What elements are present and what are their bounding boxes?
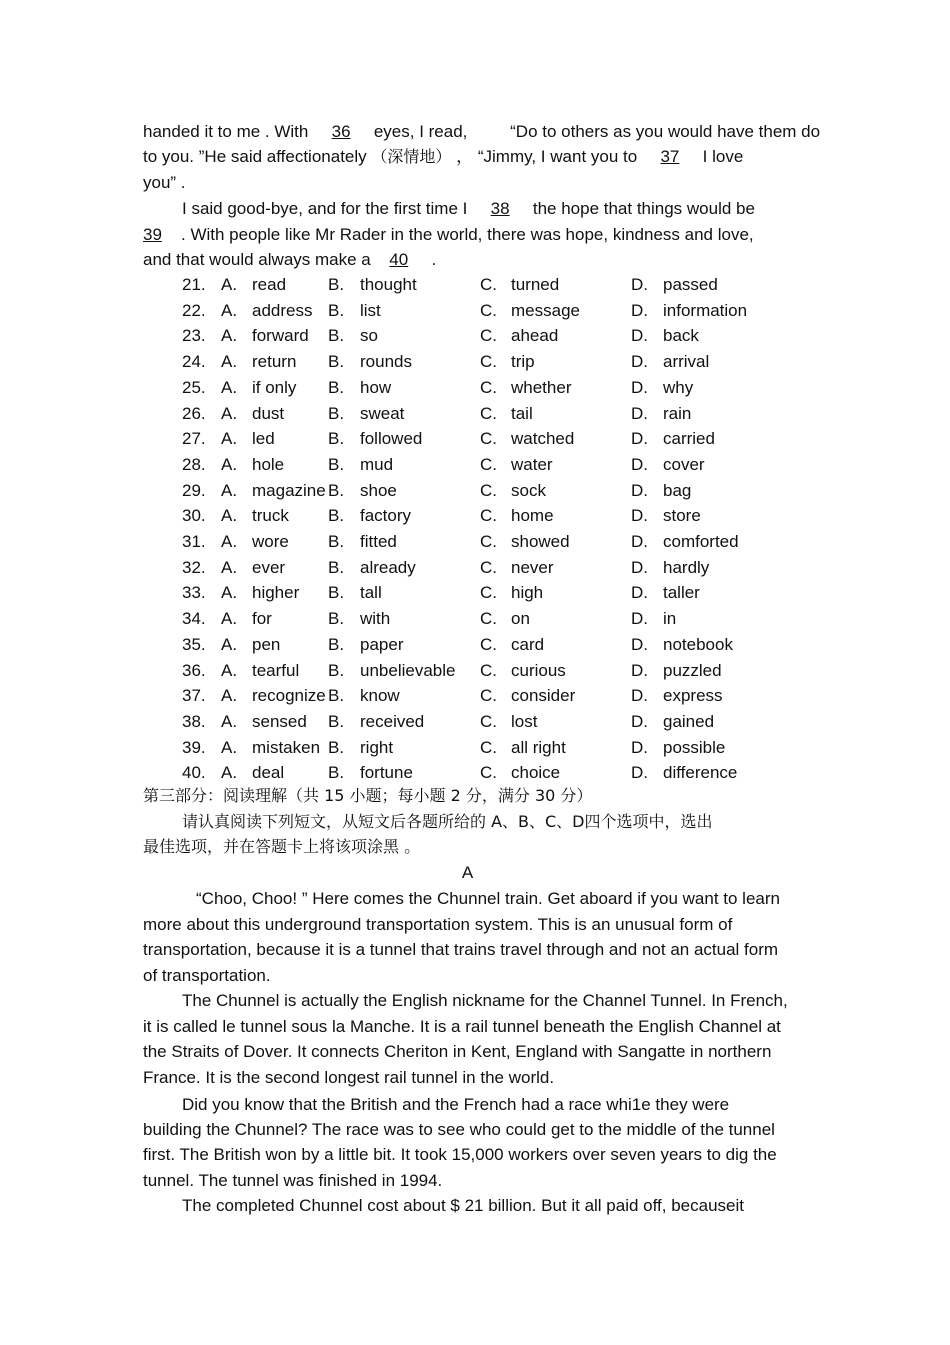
option-label-b: B.	[328, 480, 345, 500]
option-label-a: A.	[221, 429, 238, 449]
option-label-d: D.	[631, 377, 648, 397]
option-c: choice	[511, 763, 561, 783]
option-a: return	[252, 352, 297, 372]
option-label-b: B.	[328, 506, 345, 526]
option-label-d: D.	[631, 737, 648, 757]
passage-a-line: The Chunnel is actually the English nickname for the Channel Tunnel. In French,	[182, 991, 788, 1010]
option-a: for	[252, 609, 272, 629]
text: （深情地）	[371, 147, 452, 166]
question-number: 21.	[182, 275, 206, 294]
option-label-c: C.	[480, 326, 497, 346]
passage-a-line: the Straits of Dover. It connects Cheriton in Kent, England with Sangatte in northern	[143, 1042, 772, 1061]
question-number: 39.	[182, 737, 206, 757]
option-label-c: C.	[480, 609, 497, 629]
option-c: whether	[511, 377, 572, 397]
option-d: taller	[663, 583, 700, 603]
text: .	[431, 250, 437, 269]
option-label-a: A.	[221, 275, 238, 294]
question-number: 35.	[182, 634, 206, 654]
option-label-a: A.	[221, 609, 238, 629]
option-b: factory	[360, 506, 412, 526]
option-label-b: B.	[328, 660, 345, 680]
option-a: if only	[252, 377, 297, 397]
option-label-d: D.	[631, 609, 648, 629]
option-label-b: B.	[328, 737, 345, 757]
text: handed it to me . With	[143, 122, 309, 141]
option-label-b: B.	[328, 711, 345, 731]
option-d: carried	[663, 429, 715, 449]
option-a: deal	[252, 763, 285, 783]
option-b: fortune	[360, 763, 413, 783]
passage-a-line: of transportation.	[143, 966, 271, 985]
option-a: wore	[252, 532, 289, 551]
option-label-d: D.	[631, 326, 648, 346]
passage-a-line: it is called le tunnel sous la Manche. It is a rail tunnel beneath the English Channel at	[143, 1017, 781, 1036]
option-label-c: C.	[480, 763, 497, 783]
option-c: showed	[511, 532, 570, 551]
option-label-d: D.	[631, 480, 648, 500]
option-label-d: D.	[631, 660, 648, 680]
question-number: 28.	[182, 454, 206, 474]
option-b: received	[360, 711, 425, 731]
option-label-b: B.	[328, 609, 345, 629]
option-b: sweat	[360, 403, 405, 423]
option-a: pen	[252, 634, 281, 654]
question-number: 37.	[182, 686, 206, 706]
blank-39: 39	[143, 225, 162, 244]
option-label-c: C.	[480, 506, 497, 526]
option-label-a: A.	[221, 454, 238, 474]
passage-a-line: France. It is the second longest rail tunnel in the world.	[143, 1068, 555, 1087]
option-d: why	[663, 377, 694, 397]
option-label-c: C.	[480, 583, 497, 603]
option-a: led	[252, 429, 275, 449]
option-c: curious	[511, 660, 566, 680]
option-b: list	[360, 300, 381, 320]
option-label-b: B.	[328, 454, 345, 474]
option-d: cover	[663, 454, 705, 474]
option-d: store	[663, 506, 701, 526]
option-a: forward	[252, 326, 309, 346]
option-a: truck	[252, 506, 289, 526]
option-a: dust	[252, 403, 285, 423]
passage-a-line: first. The British won by a little bit. It took 15,000 workers over seven years to dig the	[143, 1145, 777, 1164]
question-number: 36.	[182, 660, 206, 680]
option-label-c: C.	[480, 557, 497, 577]
option-d: information	[663, 300, 748, 320]
option-label-b: B.	[328, 300, 345, 320]
text: and that would always make a	[143, 250, 371, 269]
option-b: fitted	[360, 532, 397, 551]
passage-line-3: you” .	[143, 173, 186, 192]
option-label-a: A.	[221, 763, 238, 783]
question-number: 34.	[182, 609, 206, 629]
blank-36: 36	[331, 122, 351, 141]
option-d: possible	[663, 737, 726, 757]
option-b: right	[360, 737, 394, 757]
option-label-d: D.	[631, 763, 648, 783]
option-label-c: C.	[480, 737, 497, 757]
option-label-c: C.	[480, 403, 497, 423]
option-label-b: B.	[328, 557, 345, 577]
question-number: 32.	[182, 557, 206, 577]
section-heading: 第三部分：阅读理解（共 15 小题；每小题 2 分，满分 30 分）	[143, 786, 593, 805]
option-label-c: C.	[480, 660, 497, 680]
option-label-d: D.	[631, 403, 648, 423]
blank-37: 37	[660, 147, 680, 166]
option-b: know	[360, 686, 400, 706]
passage-a-line: The completed Chunnel cost about $ 21 billion. But it all paid off, becauseit	[182, 1196, 744, 1215]
option-label-a: A.	[221, 352, 238, 372]
option-d: arrival	[663, 352, 710, 372]
option-d: in	[663, 609, 677, 629]
option-label-b: B.	[328, 583, 345, 603]
option-label-d: D.	[631, 300, 648, 320]
text: ， “Jimmy, I want you to	[456, 147, 638, 166]
option-label-d: D.	[631, 275, 648, 294]
option-d: gained	[663, 711, 715, 731]
passage-a-line: more about this underground transportation system. This is an unusual form of	[143, 915, 733, 934]
option-label-c: C.	[480, 377, 497, 397]
option-c: on	[511, 609, 530, 629]
option-label-a: A.	[221, 403, 238, 423]
option-a: address	[252, 300, 313, 320]
option-label-d: D.	[631, 532, 648, 551]
option-a: higher	[252, 583, 300, 603]
option-c: lost	[511, 711, 538, 731]
option-a: magazine	[252, 480, 326, 500]
option-c: watched	[511, 429, 575, 449]
option-label-b: B.	[328, 763, 345, 783]
option-label-a: A.	[221, 326, 238, 346]
option-d: puzzled	[663, 660, 722, 680]
option-label-d: D.	[631, 583, 648, 603]
option-c: all right	[511, 737, 566, 757]
option-c: home	[511, 506, 554, 526]
option-a: read	[252, 275, 287, 294]
option-label-a: A.	[221, 300, 238, 320]
passage-line-1	[143, 121, 820, 143]
passage-a-line: building the Chunnel? The race was to see who could get to the middle of the tunnel	[143, 1120, 775, 1139]
option-label-a: A.	[221, 686, 238, 706]
option-b: followed	[360, 429, 423, 449]
option-c: water	[511, 454, 553, 474]
option-b: so	[360, 326, 378, 346]
passage-a-line: “Choo, Choo! ” Here comes the Chunnel train. Get aboard if you want to learn	[196, 889, 780, 908]
question-number: 23.	[182, 326, 206, 346]
passage-line-6	[143, 249, 436, 271]
option-b: paper	[360, 634, 404, 654]
option-label-c: C.	[480, 711, 497, 731]
question-number: 26.	[182, 403, 206, 423]
option-label-d: D.	[631, 711, 648, 731]
option-c: turned	[511, 275, 560, 294]
option-d: back	[663, 326, 699, 346]
question-number: 40.	[182, 763, 206, 783]
option-label-d: D.	[631, 634, 648, 654]
option-label-d: D.	[631, 686, 648, 706]
option-b: with	[360, 609, 391, 629]
question-number: 27.	[182, 429, 206, 449]
option-label-c: C.	[480, 352, 497, 372]
option-label-b: B.	[328, 532, 345, 551]
option-c: trip	[511, 352, 535, 372]
option-c: card	[511, 634, 545, 654]
text: . With people like Mr Rader in the world, there was hope, kindness and love,	[181, 225, 754, 244]
text: I said good-bye, and for the first time I	[182, 199, 468, 218]
question-number: 33.	[182, 583, 206, 603]
option-b: mud	[360, 454, 394, 474]
option-d: passed	[663, 275, 718, 294]
question-number: 38.	[182, 711, 206, 731]
option-label-b: B.	[328, 403, 345, 423]
option-a: tearful	[252, 660, 300, 680]
passage-label: A	[461, 863, 474, 882]
option-label-a: A.	[221, 634, 238, 654]
passage-line-5	[143, 224, 754, 246]
option-d: rain	[663, 403, 692, 423]
option-a: recognize	[252, 686, 326, 706]
option-label-a: A.	[221, 532, 238, 551]
option-c: sock	[511, 480, 546, 500]
text: I love	[702, 147, 744, 166]
option-d: difference	[663, 763, 738, 783]
option-label-b: B.	[328, 634, 345, 654]
option-c: consider	[511, 686, 576, 706]
option-label-b: B.	[328, 377, 345, 397]
option-label-c: C.	[480, 429, 497, 449]
passage-line-4	[182, 198, 755, 220]
option-c: message	[511, 300, 580, 320]
option-label-c: C.	[480, 300, 497, 320]
option-d: hardly	[663, 557, 710, 577]
question-number: 22.	[182, 300, 206, 320]
option-label-c: C.	[480, 532, 497, 551]
passage-a-line: tunnel. The tunnel was finished in 1994.	[143, 1171, 443, 1190]
question-number: 24.	[182, 352, 206, 372]
blank-38: 38	[490, 199, 510, 218]
option-b: already	[360, 557, 416, 577]
option-label-c: C.	[480, 275, 497, 294]
option-label-d: D.	[631, 429, 648, 449]
option-b: shoe	[360, 480, 397, 500]
option-c: high	[511, 583, 544, 603]
option-a: sensed	[252, 711, 307, 731]
option-label-d: D.	[631, 506, 648, 526]
option-label-a: A.	[221, 557, 238, 577]
option-c: ahead	[511, 326, 559, 346]
option-label-a: A.	[221, 377, 238, 397]
option-label-c: C.	[480, 480, 497, 500]
option-b: tall	[360, 583, 382, 603]
text: to you. ”He said affectionately	[143, 147, 367, 166]
option-d: express	[663, 686, 723, 706]
option-label-a: A.	[221, 711, 238, 731]
option-label-b: B.	[328, 429, 345, 449]
option-a: ever	[252, 557, 286, 577]
blank-40: 40	[389, 250, 409, 269]
passage-line-2	[143, 146, 743, 168]
passage-a-line: transportation, because it is a tunnel that trains travel through and not an actual form	[143, 940, 779, 959]
option-label-c: C.	[480, 686, 497, 706]
option-b: thought	[360, 275, 417, 294]
text: the hope that things would be	[532, 199, 755, 218]
option-a: hole	[252, 454, 285, 474]
option-label-b: B.	[328, 352, 345, 372]
question-number: 30.	[182, 506, 206, 526]
option-d: comforted	[663, 532, 739, 551]
option-label-d: D.	[631, 454, 648, 474]
option-label-a: A.	[221, 506, 238, 526]
option-c: tail	[511, 403, 533, 423]
option-b: unbelievable	[360, 660, 456, 680]
question-number: 31.	[182, 532, 206, 551]
option-label-b: B.	[328, 686, 345, 706]
option-d: bag	[663, 480, 692, 500]
option-label-c: C.	[480, 454, 497, 474]
option-c: never	[511, 557, 554, 577]
option-label-d: D.	[631, 557, 648, 577]
passage-a-line: Did you know that the British and the French had a race whi1e they were	[182, 1095, 730, 1114]
option-b: rounds	[360, 352, 412, 372]
option-b: how	[360, 377, 392, 397]
question-number: 25.	[182, 377, 206, 397]
instructions-line-2: 最佳选项，并在答题卡上将该项涂黑 。	[143, 837, 421, 856]
option-label-b: B.	[328, 326, 345, 346]
option-label-d: D.	[631, 352, 648, 372]
option-label-a: A.	[221, 583, 238, 603]
instructions-line-1: 请认真阅读下列短文，从短文后各题所给的 A、B、C、D四个选项中，选出	[182, 812, 713, 831]
option-a: mistaken	[252, 737, 321, 757]
option-label-a: A.	[221, 480, 238, 500]
option-label-b: B.	[328, 275, 345, 294]
option-label-c: C.	[480, 634, 497, 654]
option-d: notebook	[663, 634, 733, 654]
question-number: 29.	[182, 480, 206, 500]
option-label-a: A.	[221, 660, 238, 680]
text: eyes, I read,	[373, 122, 468, 141]
text: “Do to others as you would have them do	[510, 122, 821, 141]
option-label-a: A.	[221, 737, 238, 757]
